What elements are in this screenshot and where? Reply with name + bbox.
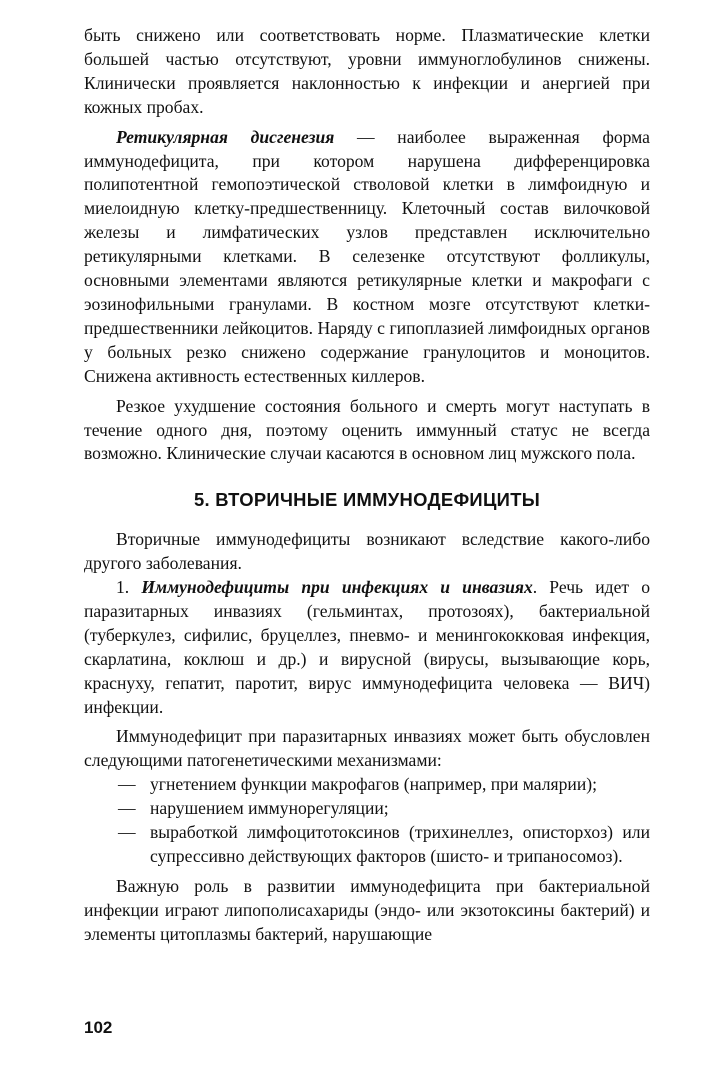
- paragraph-sharp-deterioration: Резкое ухудшение состояния больного и смерть могут наступать в течение одного дня, поэтому оценить иммунный статус не всегда возможно. Клинические случаи касаются в основном лиц мужского пола.: [84, 395, 650, 464]
- item-1-number: 1.: [116, 577, 142, 598]
- list-item: [84, 797, 650, 821]
- section-heading: 5. ВТОРИЧНЫЕ ИММУНОДЕФИЦИТЫ: [193, 489, 541, 511]
- list-item: [84, 773, 650, 797]
- paragraph-secondary-intro: Вторичные иммунодефициты возникают вследствие какого-либо другого заболевания.: [84, 529, 650, 574]
- list-dash: —: [118, 822, 136, 843]
- reticular-dysgenesis-text: — наиболее выраженная форма иммунодефицита, при котором нарушена дифференцировка полипотентной гемопоэтической стволовой клетки в лимфоидную и миелоидную клетку-предшественницу. Клеточный состав вилочковой железы и лимфатических узлов представлен исключительно ретикулярными клетками. В селезенке отсутствуют фолликулы, основными элементами являются ретикулярные клетки и макрофаги с эозинофильными гранулами. В костном мозге отсутствуют клетки-предшественники лейкоцитов. Наряду с гипоплазией лимфоидных органов у больных резко снижено содержание гранулоцитов и моноцитов. Снижена активность естественных киллеров.: [84, 126, 650, 386]
- list-item-text: нарушением иммунорегуляции;: [150, 798, 389, 819]
- list-dash: —: [118, 774, 136, 795]
- mechanisms-list: [84, 773, 650, 869]
- item-1-text: . Речь идет о паразитарных инвазиях (гельминтах, протозоях), бактериальной (туберкулез, сифилис, бруцеллез, пневмо- и менингококковая инфекция, скарлатина, коклюш и др.) и вирусной (вирусы, вызывающие корь, краснуху, гепатит, паротит, вирус иммунодефицита человека — ВИЧ) инфекции.: [84, 577, 650, 717]
- list-item: [84, 821, 650, 869]
- paragraph-item-1: [84, 576, 650, 719]
- list-dash: —: [118, 798, 136, 819]
- term-infections-invasions: Иммунодефициты при инфекциях и инвазиях: [141, 577, 533, 598]
- page-text: [84, 24, 650, 947]
- paragraph-bacterial: Важную роль в развитии иммунодефицита при бактериальной инфекции играют липополисахариды (эндо- или экзотоксины бактерий) и элементы цитоплазмы бактерий, нарушающие: [84, 875, 650, 944]
- paragraph-continued: быть снижено или соответствовать норме. Плазматические клетки большей частью отсутствуют, уровни иммуноглобулинов снижены. Клинически проявляется наклонностью к инфекции и анергией при кожных пробах.: [84, 25, 650, 117]
- list-item-text: угнетением функции макрофагов (например, при малярии);: [150, 774, 597, 795]
- paragraph-parasitic-mechanisms: Иммунодефицит при паразитарных инвазиях может быть обусловлен следующими патогенетическими механизмами:: [84, 726, 650, 771]
- term-reticular-dysgenesis: Ретикулярная дисгенезия: [116, 126, 335, 147]
- list-item-text: выработкой лимфоцитотоксинов (трихинеллез, описторхоз) или супрессивно действующих факторов (шисто- и трипаносомоз).: [150, 822, 650, 866]
- paragraph-reticular-dysgenesis: [84, 126, 650, 389]
- page-number: 102: [84, 1018, 113, 1037]
